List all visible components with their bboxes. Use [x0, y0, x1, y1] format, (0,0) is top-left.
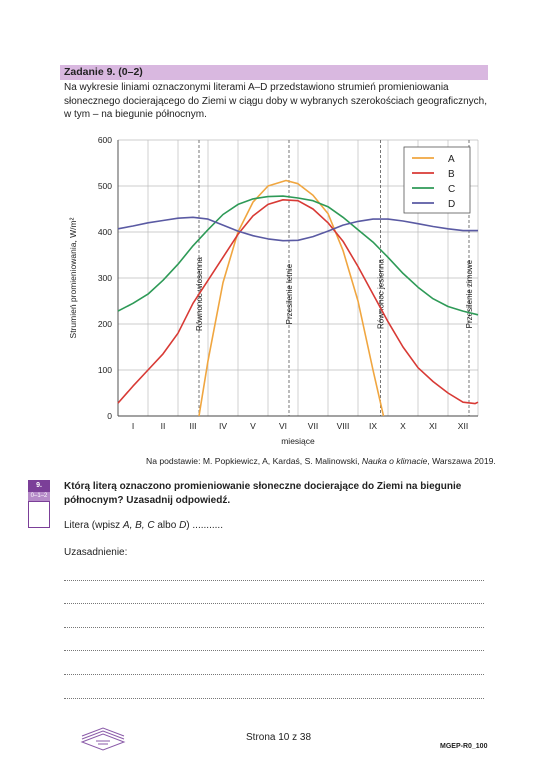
- exam-logo-icon: [78, 726, 128, 752]
- page-number: Strona 10 z 38: [246, 732, 312, 743]
- task-intro: Na wykresie liniami oznaczonymi literami A–D przedstawiono strumień promieniowania słonecznego docierającego do Ziemi w ciągu doby w wybranych szerokościach geograficznych, w tym – na biegunie północnym.: [64, 82, 487, 120]
- question-text: Którą literą oznaczono promieniowanie słoneczne docierające do Ziemi na biegunie północnym? Uzasadnij odpowiedź.: [64, 481, 462, 506]
- legend-label-C: C: [448, 184, 456, 195]
- answer-suffix: ) ...........: [186, 520, 223, 531]
- answer-prefix: Litera (wpisz: [64, 520, 123, 531]
- justification-label: Uzasadnienie:: [64, 547, 128, 558]
- y-tick-label: 400: [97, 227, 112, 237]
- x-tick-label: VIII: [336, 421, 350, 431]
- x-tick-label: II: [160, 421, 166, 431]
- x-tick-label: IV: [218, 421, 228, 431]
- y-tick-label: 600: [97, 135, 112, 145]
- answer-dotted-line[interactable]: [64, 627, 484, 628]
- y-tick-label: 100: [97, 365, 112, 375]
- source-suffix: , Warszawa 2019.: [427, 456, 496, 466]
- x-tick-label: XI: [428, 421, 438, 431]
- legend-label-A: A: [448, 154, 455, 165]
- y-tick-label: 500: [97, 181, 112, 191]
- x-tick-label: IX: [368, 421, 378, 431]
- event-marker-label: Przesilenie letnie: [285, 263, 294, 325]
- badge-score: 0–1–2: [28, 492, 50, 501]
- source-citation: [146, 456, 496, 466]
- badge-number: 9.: [28, 480, 50, 492]
- answer-last: D: [179, 520, 187, 531]
- x-tick-label: I: [131, 421, 135, 431]
- legend-label-B: B: [448, 169, 455, 180]
- x-tick-label: VI: [278, 421, 288, 431]
- task-title: Zadanie 9. (0–2): [64, 66, 143, 78]
- answer-dotted-line[interactable]: [64, 603, 484, 604]
- event-marker-label: Równonoc jesienna: [376, 259, 386, 330]
- event-marker-label: Przesilenie zimowe: [465, 259, 474, 329]
- x-tick-label: VII: [307, 421, 319, 431]
- exam-code: MGEP-R0_100: [440, 743, 488, 750]
- y-tick-label: 0: [107, 411, 112, 421]
- answer-line[interactable]: [64, 520, 223, 531]
- x-tick-label: XII: [457, 421, 469, 431]
- answer-letters: A, B, C: [122, 520, 155, 531]
- x-tick-label: X: [400, 421, 406, 431]
- score-box[interactable]: [28, 501, 50, 528]
- source-prefix: Na podstawie: M. Popkiewicz, A, Kardaś, S. Malinowski,: [146, 456, 362, 466]
- x-tick-label: V: [250, 421, 256, 431]
- answer-dotted-line[interactable]: [64, 674, 484, 675]
- y-axis-label: Strumień promieniowania, W/m²: [68, 217, 78, 339]
- x-tick-label: III: [189, 421, 197, 431]
- answer-dotted-line[interactable]: [64, 698, 484, 699]
- source-book: Nauka o klimacie: [361, 456, 428, 466]
- answer-mid: albo: [154, 520, 180, 531]
- answer-dotted-line[interactable]: [64, 580, 484, 581]
- answer-dotted-line[interactable]: [64, 650, 484, 651]
- legend-label-D: D: [448, 199, 456, 210]
- radiation-chart: [60, 130, 490, 450]
- event-marker-label: Równonoc wiosenna: [195, 257, 204, 332]
- y-tick-label: 300: [97, 273, 112, 283]
- x-axis-label: miesiące: [281, 436, 315, 446]
- y-tick-label: 200: [97, 319, 112, 329]
- task-badge: [28, 480, 50, 528]
